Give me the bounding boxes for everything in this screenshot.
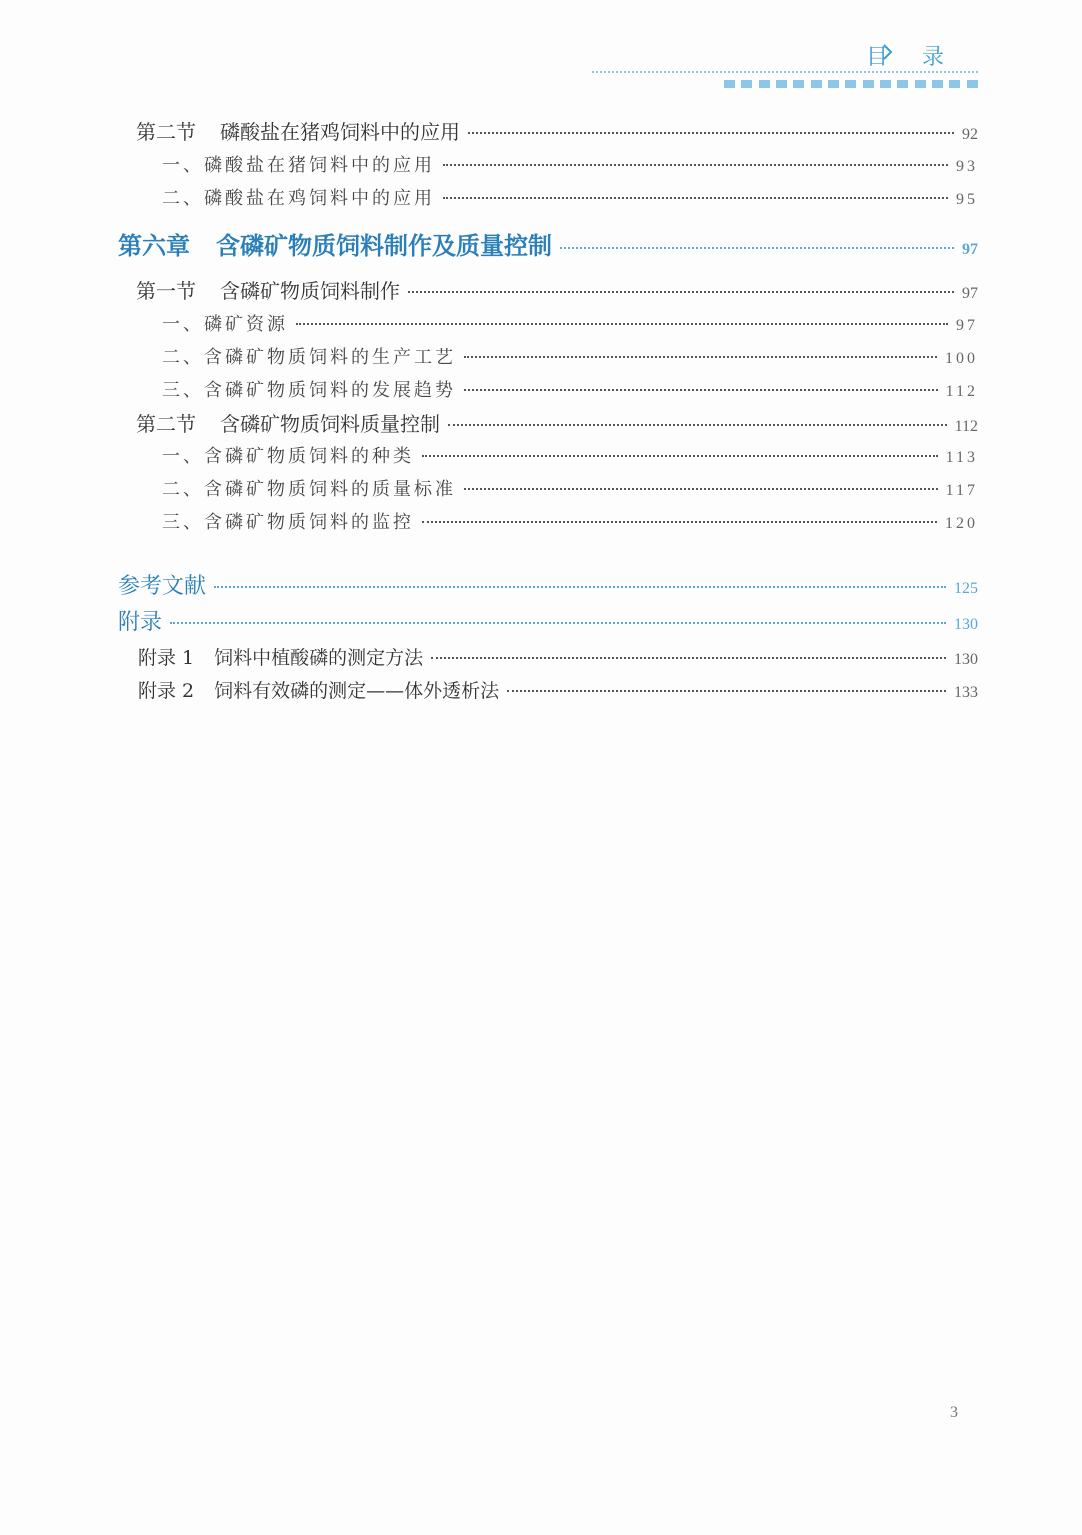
page-header: [0, 0, 1082, 100]
dot-leader: [560, 247, 954, 249]
toc-entry-page: 125: [954, 580, 978, 597]
toc-chapter-entry[interactable]: [118, 226, 978, 261]
toc-entry-number: 第六章: [118, 231, 190, 260]
toc-entry-page: 93: [956, 158, 978, 175]
dot-leader: [507, 690, 946, 692]
toc-entry-title: 含磷矿物质饲料质量控制: [220, 412, 440, 436]
header-square-bar: [724, 80, 978, 89]
toc-entry-title: 一、含磷矿物质饲料的种类: [162, 446, 414, 467]
toc-entry-page: 95: [956, 191, 978, 208]
toc-entry-title: 二、含磷矿物质饲料的质量标准: [162, 479, 456, 500]
toc-entry[interactable]: [138, 676, 978, 703]
toc-entry[interactable]: [162, 475, 978, 501]
toc-entry-number: 第二节: [136, 120, 196, 144]
dot-leader: [448, 424, 947, 426]
toc-entry[interactable]: [162, 184, 978, 210]
toc-entry-page: 112: [954, 418, 978, 435]
dot-leader: [431, 657, 946, 659]
toc-entry-appendix[interactable]: [118, 605, 978, 636]
toc-entry-number: 第二节: [136, 412, 196, 436]
dot-leader: [422, 455, 938, 457]
toc-entry-title: 三、含磷矿物质饲料的发展趋势: [162, 380, 456, 401]
toc-entry[interactable]: [138, 643, 978, 670]
toc-entry[interactable]: [162, 508, 978, 534]
header-dotted-rule: [592, 71, 978, 73]
toc-entry-page: 117: [945, 482, 978, 499]
toc-entry-number: 第一节: [136, 279, 196, 303]
dot-leader: [408, 291, 954, 293]
toc-entry[interactable]: [162, 442, 978, 468]
toc-entry-title: 一、磷酸盐在猪饲料中的应用: [162, 155, 435, 176]
dot-leader: [464, 389, 938, 391]
toc-entry[interactable]: [136, 408, 978, 437]
toc-entry-title: 二、磷酸盐在鸡饲料中的应用: [162, 188, 435, 209]
toc-entry-page: 113: [945, 449, 978, 466]
toc-entry-title: 附录: [118, 610, 163, 635]
toc-entry-number: 附录 2: [138, 680, 195, 702]
toc-entry-title: 饲料中植酸磷的测定方法: [214, 647, 424, 669]
dot-leader: [214, 586, 946, 588]
page-number: 3: [950, 1404, 958, 1421]
toc-entry-title: 含磷矿物质饲料制作及质量控制: [216, 231, 552, 260]
toc-entry-page: 130: [954, 651, 978, 668]
dot-leader: [443, 164, 948, 166]
dot-leader: [443, 197, 948, 199]
toc-entry-page: 97: [962, 241, 978, 258]
toc-entry-title: 含磷矿物质饲料制作: [220, 279, 400, 303]
toc-entry-title: 一、磷矿资源: [162, 314, 288, 335]
toc-entry-title: 参考文献: [118, 574, 207, 599]
toc-entry[interactable]: [162, 376, 978, 402]
toc-entry[interactable]: [136, 116, 978, 145]
toc-entry-title: 饲料有效磷的测定——体外透析法: [214, 680, 500, 702]
toc-entry-page: 97: [962, 285, 978, 302]
toc-entry-title: 磷酸盐在猪鸡饲料中的应用: [220, 120, 460, 144]
toc-entry-page: 112: [945, 383, 978, 400]
toc-entry-page: 130: [954, 616, 978, 633]
toc-entry-number: 附录 1: [138, 647, 195, 669]
toc-entry-page: 120: [945, 515, 978, 532]
dot-leader: [464, 356, 937, 358]
dot-leader: [422, 521, 937, 523]
toc-entry-page: 97: [956, 317, 978, 334]
toc-entry-page: 100: [945, 350, 978, 367]
toc-entry[interactable]: [136, 275, 978, 304]
toc-entry[interactable]: [162, 310, 978, 336]
toc-entry-title: 三、含磷矿物质饲料的监控: [162, 512, 414, 533]
toc-entry-title: 二、含磷矿物质饲料的生产工艺: [162, 347, 456, 368]
dot-leader: [296, 323, 948, 325]
header-title: 目录: [865, 45, 978, 70]
toc-entry-references[interactable]: [118, 569, 978, 600]
dot-leader: [170, 622, 946, 624]
dot-leader: [468, 132, 954, 134]
dot-leader: [464, 488, 938, 490]
toc-entry[interactable]: [162, 343, 978, 369]
toc-entry-page: 92: [962, 126, 978, 143]
toc-entry-page: 133: [954, 684, 978, 701]
toc-entry[interactable]: [162, 151, 978, 177]
